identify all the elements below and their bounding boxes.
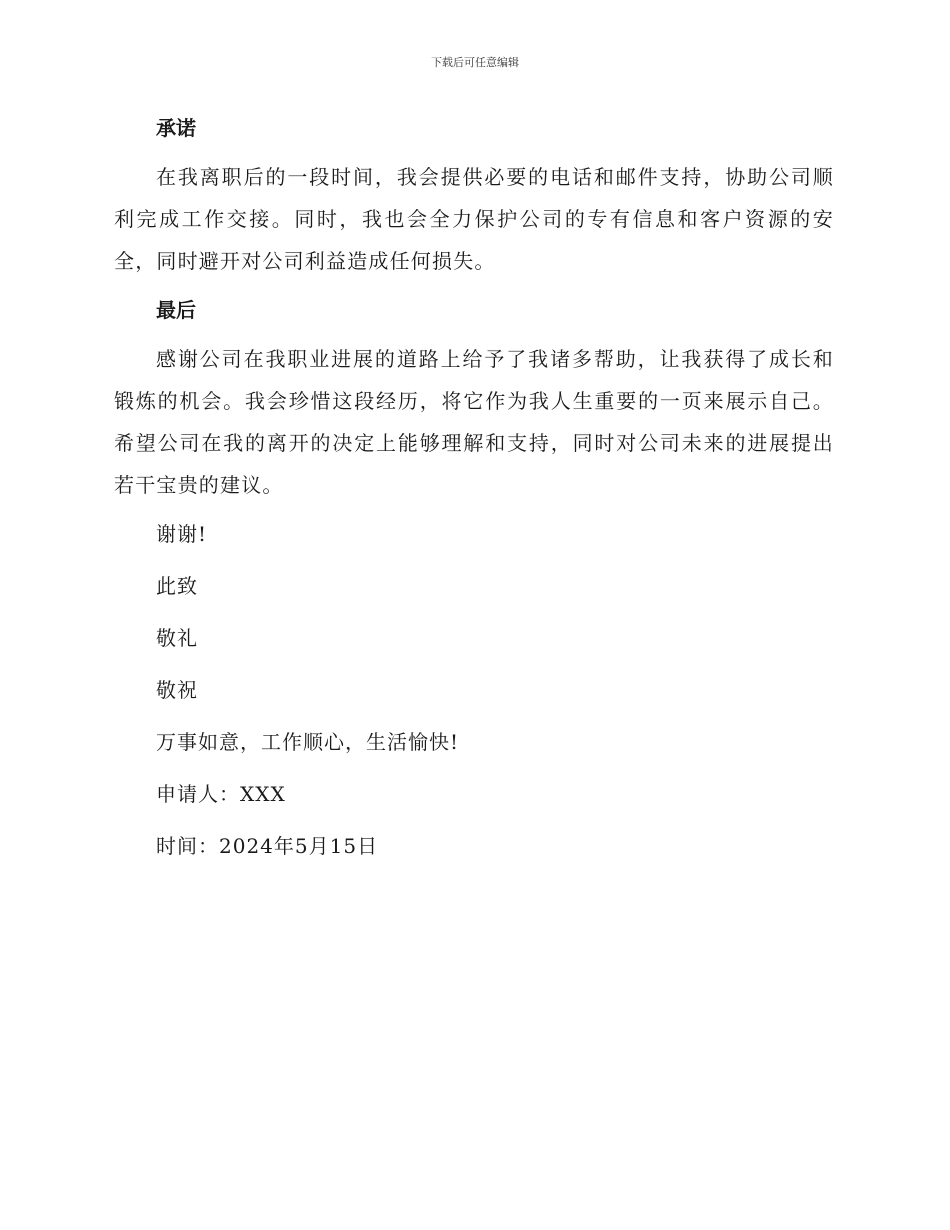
commitment-paragraph: 在我离职后的一段时间，我会提供必要的电话和邮件支持，协助公司顺利完成工作交接。同时，我也会全力保护公司的专有信息和客户资源的安全，同时避开对公司利益造成任何损失。: [114, 165, 834, 273]
salutation-line-2: 敬礼: [156, 626, 198, 650]
document-body: [114, 108, 834, 878]
section-heading-finally: 最后: [156, 298, 196, 322]
applicant-line: 申请人：XXX: [156, 782, 286, 806]
thanks-line: 谢谢!: [156, 522, 208, 546]
salutation-line-1: 此致: [156, 574, 198, 598]
wish-intro-line: 敬祝: [156, 678, 198, 702]
finally-paragraph: 感谢公司在我职业进展的道路上给予了我诸多帮助，让我获得了成长和锻炼的机会。我会珍惜这段经历，将它作为我人生重要的一页来展示自己。希望公司在我的离开的决定上能够理解和支持，同时对公司未来的进展提出若干宝贵的建议。: [114, 347, 834, 497]
page-header-note: 下载后可任意编辑: [431, 56, 519, 69]
wish-line: 万事如意，工作顺心，生活愉快!: [156, 730, 460, 754]
section-heading-commitment: 承诺: [156, 116, 196, 140]
date-line: 时间：2024年5月15日: [156, 834, 379, 858]
